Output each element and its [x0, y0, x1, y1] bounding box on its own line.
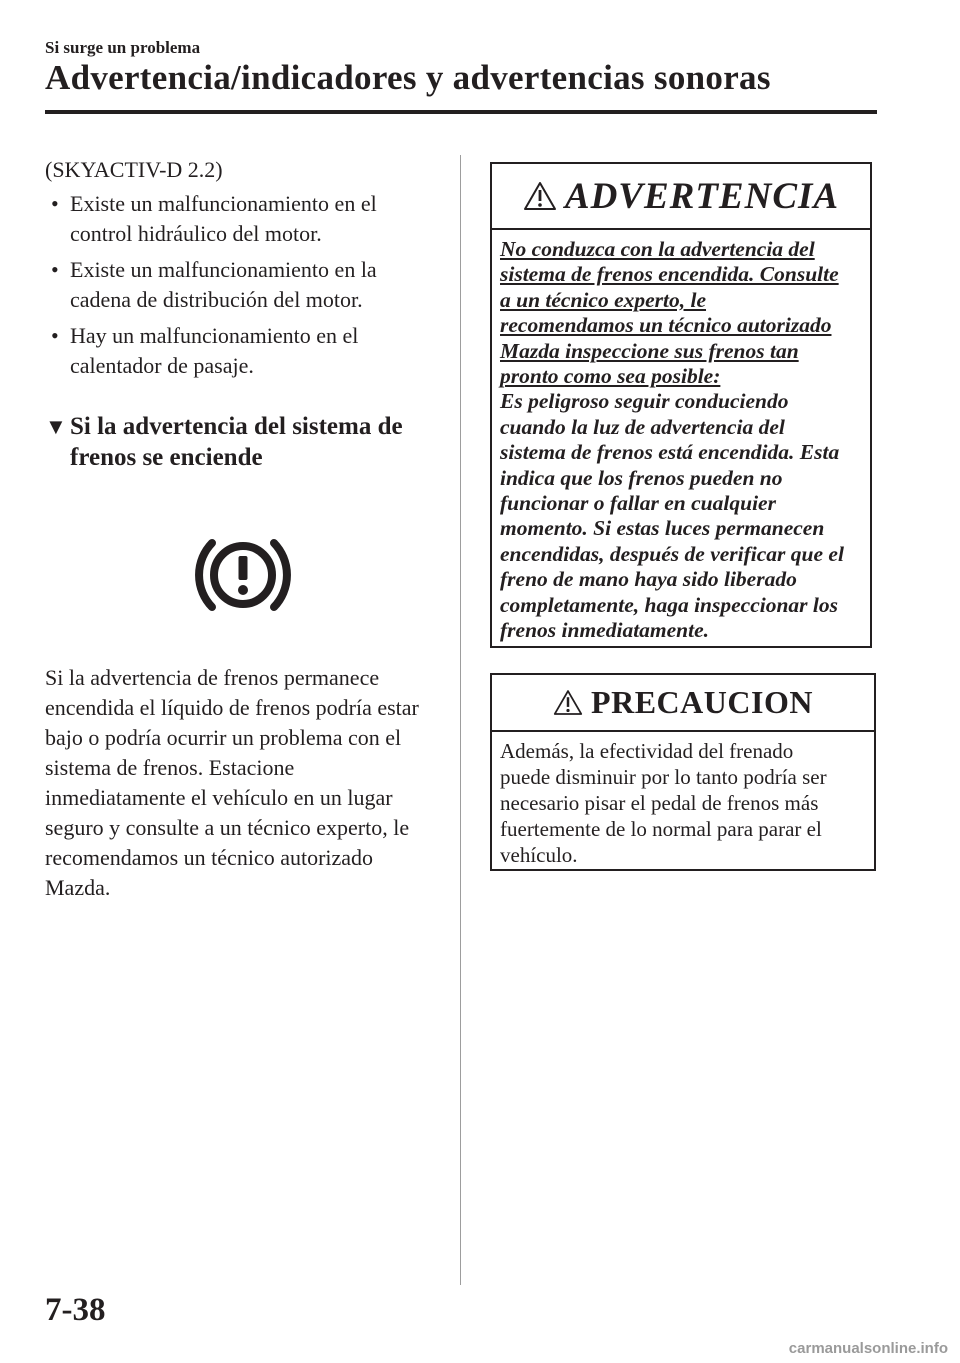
list-item-line: cadena de distribución del motor. — [70, 287, 363, 312]
list-item-line: calentador de pasaje. — [70, 353, 254, 378]
list-item-line: Hay un malfuncionamiento en el — [70, 323, 359, 348]
caution-box-title: PRECAUCION — [591, 684, 813, 720]
warning-line: momento. Si estas luces permanecen — [500, 516, 825, 541]
caution-line: vehículo. — [500, 843, 578, 867]
warning-box-body — [492, 230, 870, 644]
brake-warning-icon — [195, 535, 291, 615]
caution-box — [490, 673, 876, 871]
brake-warning-paragraph — [45, 663, 445, 903]
warning-box-header — [492, 164, 870, 230]
column-divider — [460, 155, 461, 1285]
caution-box-body — [492, 732, 874, 868]
left-column — [45, 155, 445, 903]
paragraph-line: sistema de frenos. Estacione — [45, 755, 295, 780]
list-item-line: control hidráulico del motor. — [70, 221, 322, 246]
warning-line: Es peligroso seguir conduciendo — [500, 389, 789, 414]
caution-line: Además, la efectividad del frenado — [500, 739, 794, 763]
warning-triangle-icon — [553, 689, 583, 716]
paragraph-line: Si la advertencia de frenos permanece — [45, 665, 380, 690]
warning-triangle-icon — [523, 181, 557, 211]
list-item-line: Existe un malfuncionamiento en el — [70, 191, 377, 216]
list-item — [45, 321, 445, 381]
section-heading-line: frenos se enciende — [70, 444, 263, 471]
engine-variant-label: (SKYACTIV-D 2.2) — [45, 157, 223, 182]
section-heading — [45, 411, 445, 473]
warning-line: pronto como sea posible: — [500, 364, 721, 389]
list-item-line: Existe un malfuncionamiento en la — [70, 257, 377, 282]
warning-box-title: ADVERTENCIA — [564, 175, 840, 217]
section-heading-line: Si la advertencia del sistema de — [70, 413, 403, 440]
warning-line: funcionar o fallar en cualquier — [500, 491, 776, 516]
bullet-icon: • — [51, 257, 59, 282]
triangle-down-icon: ▼ — [45, 414, 67, 439]
bullet-icon: • — [51, 191, 59, 216]
caution-box-header — [492, 675, 874, 732]
warning-line: completamente, haga inspeccionar los — [500, 592, 839, 617]
bullet-icon: • — [51, 323, 59, 348]
warning-line: Mazda inspeccione sus frenos tan — [500, 338, 799, 363]
list-item — [45, 189, 445, 249]
warning-line: frenos inmediatamente. — [500, 618, 710, 643]
page-title: Advertencia/indicadores y advertencias sonoras — [45, 58, 771, 97]
paragraph-line: bajo o podría ocurrir un problema con el — [45, 725, 402, 750]
title-rule — [45, 110, 877, 114]
warning-line: a un técnico experto, le — [500, 287, 707, 312]
caution-line: fuertemente de lo normal para parar el — [500, 817, 822, 841]
warning-line: sistema de frenos está encendida. Esta — [500, 440, 840, 465]
caution-line: necesario pisar el pedal de frenos más — [500, 791, 819, 815]
list-item — [45, 255, 445, 315]
paragraph-line: recomendamos un técnico autorizado — [45, 845, 374, 870]
caution-line: puede disminuir por lo tanto podría ser — [500, 765, 827, 789]
paragraph-line: seguro y consulte a un técnico experto, le — [45, 815, 410, 840]
warning-line: sistema de frenos encendida. Consulte — [500, 262, 839, 287]
warning-line: recomendamos un técnico autorizado — [500, 313, 832, 338]
warning-line: indica que los frenos pueden no — [500, 465, 783, 490]
breadcrumb: Si surge un problema — [45, 38, 201, 57]
warning-line: cuando la luz de advertencia del — [500, 414, 785, 439]
paragraph-line: encendida el líquido de frenos podría estar — [45, 695, 419, 720]
paragraph-line: inmediatamente el vehículo en un lugar — [45, 785, 393, 810]
watermark: carmanualsonline.info — [788, 1340, 948, 1357]
warning-line: freno de mano haya sido liberado — [500, 567, 797, 592]
malfunction-list — [45, 189, 445, 381]
warning-line: No conduzca con la advertencia del — [500, 237, 815, 261]
warning-line: encendidas, después de verificar que el — [500, 541, 844, 566]
page-number: 7-38 — [45, 1292, 106, 1328]
warning-box — [490, 162, 872, 648]
paragraph-line: Mazda. — [45, 875, 111, 900]
